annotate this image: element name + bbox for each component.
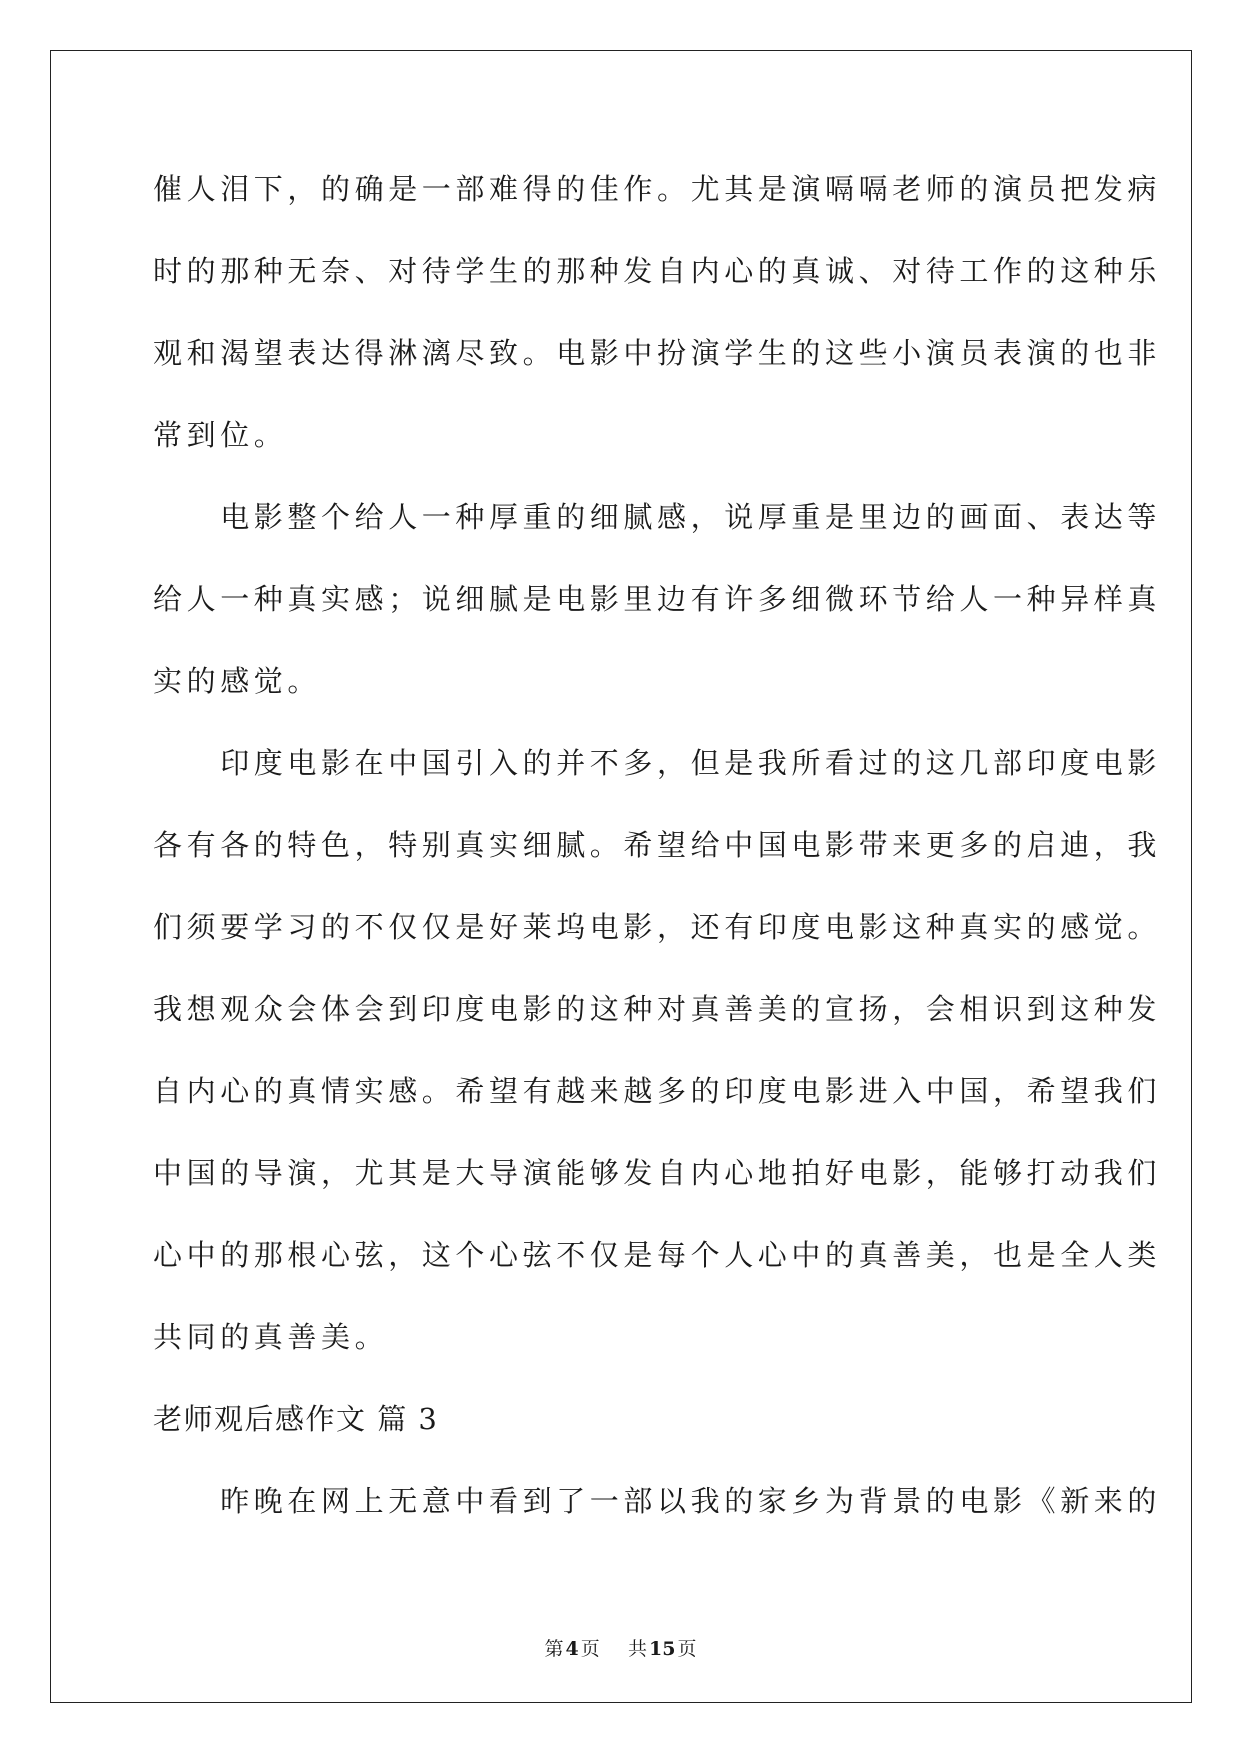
text-line: 观和渴望表达得淋漓尽致。电影中扮演学生的这些小演员表演的也非 — [153, 336, 1162, 370]
footer-page-prefix: 第 — [544, 1638, 564, 1660]
text-line: 中国的导演，尤其是大导演能够发自内心地拍好电影，能够打动我们 — [153, 1156, 1162, 1190]
footer-total-prefix: 共 — [627, 1638, 647, 1660]
footer-total-suffix: 页 — [677, 1638, 697, 1660]
text-line: 自内心的真情实感。希望有越来越多的印度电影进入中国，希望我们 — [153, 1074, 1162, 1108]
text-line: 实的感觉。 — [153, 664, 322, 698]
text-line: 心中的那根心弦，这个心弦不仅是每个人心中的真善美，也是全人类 — [153, 1238, 1162, 1272]
document-body — [153, 160, 1162, 1554]
footer-total-pages: 15 — [648, 1638, 676, 1660]
text-line: 各有各的特色，特别真实细腻。希望给中国电影带来更多的启迪，我 — [153, 828, 1162, 862]
footer-page-number: 4 — [565, 1638, 579, 1660]
text-line: 电影整个给人一种厚重的细腻感，说厚重是里边的画面、表达等 — [153, 500, 1162, 534]
text-line: 共同的真善美。 — [153, 1320, 389, 1354]
text-line: 催人泪下，的确是一部难得的佳作。尤其是演嗝嗝老师的演员把发病 — [153, 172, 1162, 206]
text-line: 昨晚在网上无意中看到了一部以我的家乡为背景的电影《新来的 — [153, 1484, 1162, 1518]
footer-page-suffix: 页 — [580, 1638, 600, 1660]
text-line: 我想观众会体会到印度电影的这种对真善美的宣扬，会相识到这种发 — [153, 992, 1162, 1026]
text-line: 常到位。 — [153, 418, 288, 452]
text-line: 们须要学习的不仅仅是好莱坞电影，还有印度电影这种真实的感觉。 — [153, 910, 1162, 944]
text-line: 印度电影在中国引入的并不多，但是我所看过的这几部印度电影 — [153, 746, 1162, 780]
text-line: 时的那种无奈、对待学生的那种发自内心的真诚、对待工作的这种乐 — [153, 254, 1162, 288]
text-line: 给人一种真实感；说细腻是电影里边有许多细微环节给人一种异样真 — [153, 582, 1162, 616]
section-heading: 老师观后感作文 篇 3 — [153, 1402, 439, 1436]
page-footer — [0, 1634, 1241, 1661]
